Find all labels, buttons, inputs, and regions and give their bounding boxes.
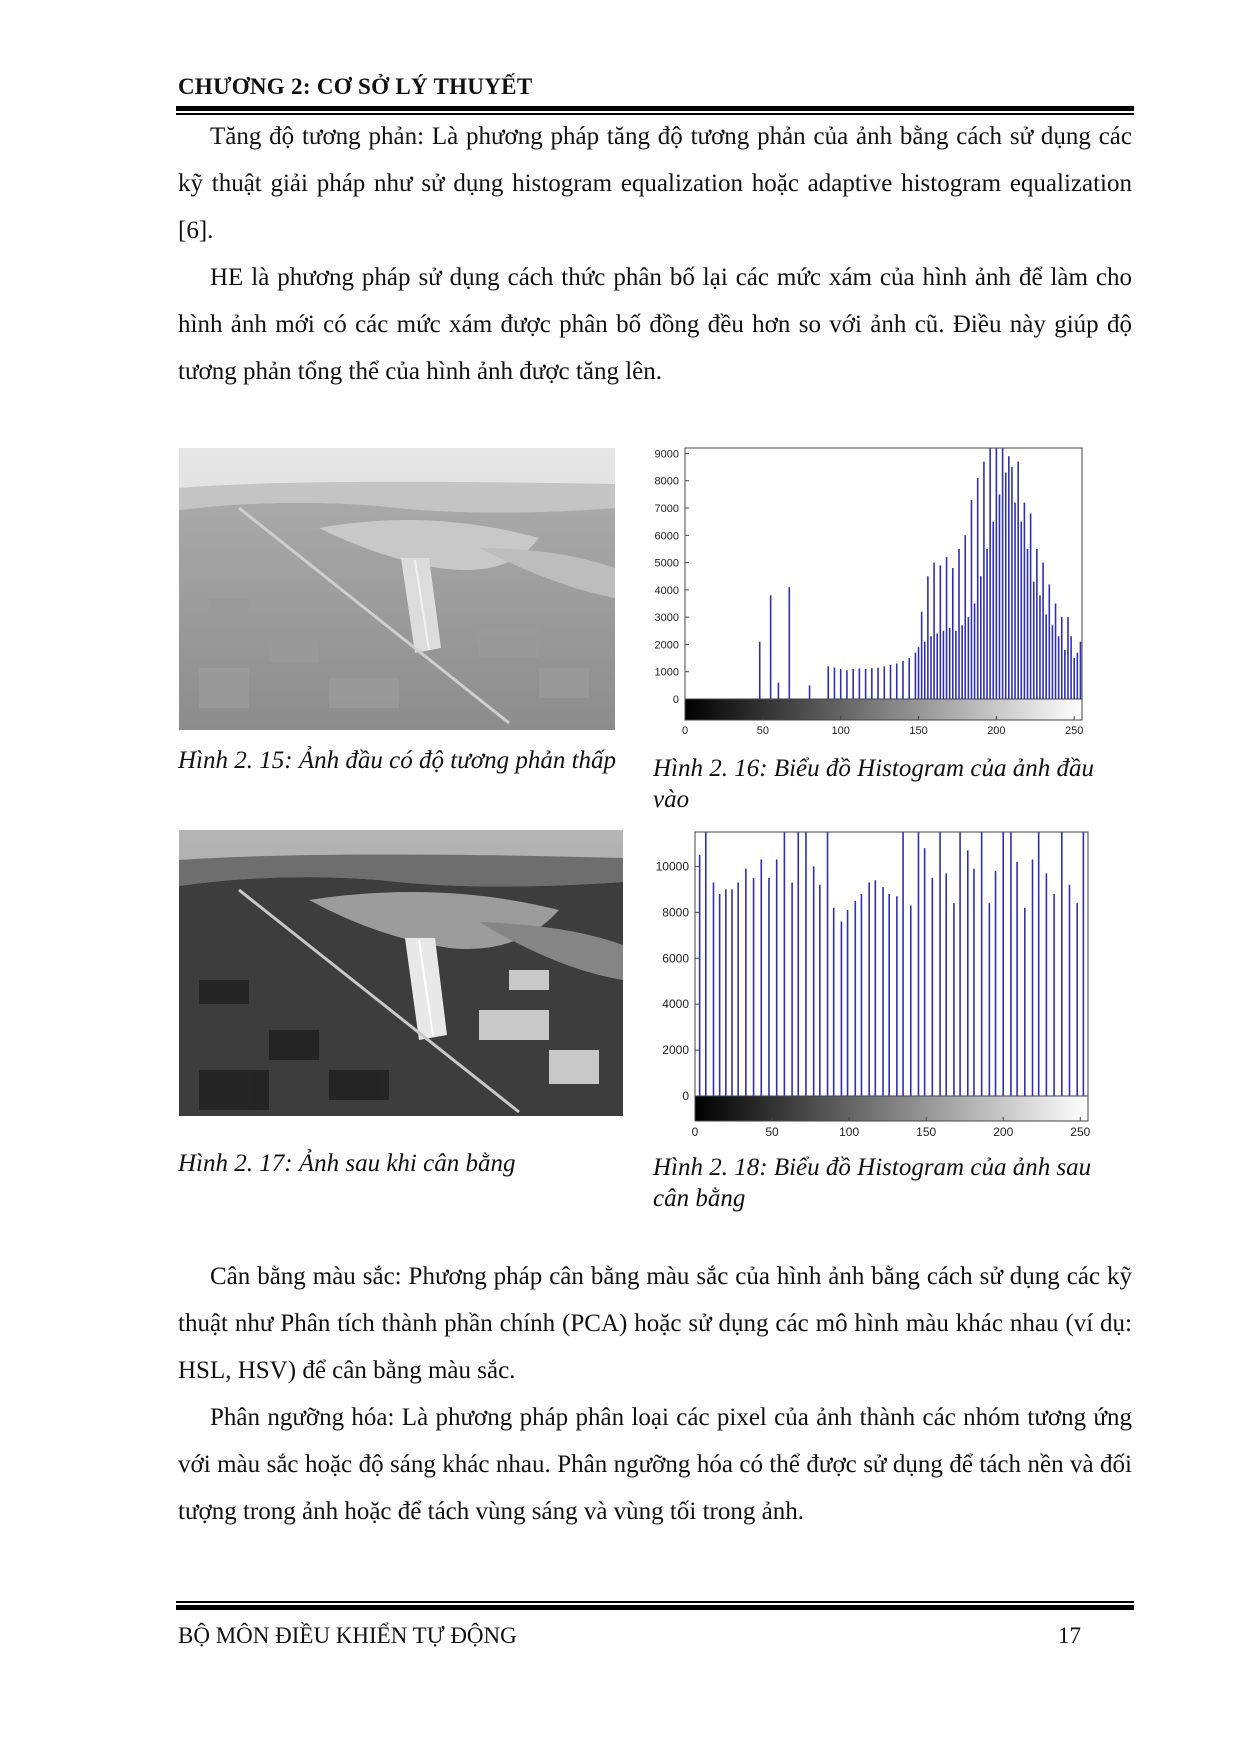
histogram-chart-input	[640, 444, 1090, 744]
aerial-photo-equalized	[179, 830, 623, 1116]
hist-input-x-tick-label: 0	[681, 725, 689, 737]
hist-equalized-y-tick-label: 4000	[662, 997, 689, 1012]
hist-equalized-x-tick-label: 0	[691, 1125, 699, 1139]
paragraph-color-balance: Cân bằng màu sắc: Phương pháp cân bằng màu sắc của hình ảnh bằng cách sử dụng các kỹ thuật như Phân tích thành phần chính (PCA) hoặc sử dụng các mô hình màu khác nhau (ví dụ: HSL, HSV) để cân bằng màu sắc.	[178, 1263, 1132, 1384]
hist-input-x-tick-label: 200	[987, 725, 1006, 737]
chapter-title: CHƯƠNG 2: CƠ SỞ LÝ THUYẾT	[178, 74, 533, 99]
caption-figure-2-17: Hình 2. 17: Ảnh sau khi cân bằng	[178, 1150, 516, 1177]
caption-figure-2-18: Hình 2. 18: Biểu đồ Histogram của ảnh sau cân bằng	[653, 1154, 1092, 1212]
hist-input-x-tick-label: 150	[909, 725, 928, 737]
hist-input-x-tick-label: 100	[831, 725, 850, 737]
hist-input-y-tick-label: 2000	[654, 639, 679, 652]
hist-input-y-tick-label: 7000	[654, 503, 679, 516]
hist-input-grayscale-colorbar	[685, 699, 1082, 720]
hist-equalized-grayscale-colorbar	[695, 1096, 1088, 1121]
caption-figure-2-15: Hình 2. 15: Ảnh đầu có độ tương phản thấp	[178, 747, 617, 774]
hist-equalized-y-tick-label: 10000	[655, 859, 689, 874]
hist-equalized-x-tick-label: 200	[993, 1125, 1014, 1139]
hist-input-y-tick-label: 4000	[654, 584, 679, 597]
caption-figure-2-16: Hình 2. 16: Biểu đồ Histogram của ảnh đầu vào	[653, 755, 1094, 813]
hist-input-y-tick-label: 9000	[654, 448, 679, 461]
hist-equalized-y-tick-label: 0	[682, 1089, 689, 1103]
hist-equalized-x-tick-label: 250	[1070, 1125, 1091, 1139]
hist-input-x-tick-label: 250	[1065, 725, 1084, 737]
hist-input-y-tick-label: 0	[672, 694, 679, 706]
paragraph-contrast-enhancement: Tăng độ tương phản: Là phương pháp tăng độ tương phản của ảnh bằng cách sử dụng các kỹ thuật giải pháp như sử dụng histogram equalization hoặc adaptive histogram equalization [6].	[178, 123, 1132, 244]
aerial-photo-low-contrast	[179, 448, 615, 730]
hist-equalized-x-tick-label: 150	[916, 1125, 937, 1139]
hist-input-y-tick-label: 8000	[654, 475, 679, 488]
hist-equalized-x-tick-label: 100	[839, 1125, 860, 1139]
figure-input-histogram	[640, 444, 1090, 744]
hist-equalized-y-tick-label: 8000	[662, 905, 689, 920]
page-number: 17	[1058, 1623, 1081, 1648]
hist-equalized-x-tick-label: 50	[765, 1125, 779, 1139]
hist-input-y-tick-label: 5000	[654, 557, 679, 570]
hist-input-x-tick-label: 50	[756, 725, 769, 737]
footer-department: BỘ MÔN ĐIỀU KHIỂN TỰ ĐỘNG	[178, 1623, 517, 1648]
figure-equalized-image	[179, 830, 623, 1116]
paragraph-thresholding: Phân ngưỡng hóa: Là phương pháp phân loại các pixel của ảnh thành các nhóm tương ứng với màu sắc hoặc độ sáng khác nhau. Phân ngưỡng hóa có thể được sử dụng để tách nền và đối tượng trong ảnh hoặc để tách vùng sáng và vùng tối trong ảnh.	[178, 1404, 1132, 1525]
footer-rule	[176, 1601, 1134, 1610]
histogram-chart-equalized	[640, 828, 1100, 1146]
hist-input-y-tick-label: 6000	[654, 530, 679, 543]
paragraph-histogram-equalization: HE là phương pháp sử dụng cách thức phân bố lại các mức xám của hình ảnh để làm cho hình ảnh mới có các mức xám được phân bố đồng đều hơn so với ảnh cũ. Điều này giúp độ tương phản tổng thể của hình ảnh được tăng lên.	[178, 264, 1132, 385]
hist-equalized-y-tick-label: 2000	[662, 1043, 689, 1058]
figure-equalized-histogram	[640, 828, 1100, 1146]
hist-input-y-tick-label: 3000	[654, 612, 679, 625]
hist-input-y-tick-label: 1000	[654, 666, 679, 679]
figure-low-contrast-image	[179, 448, 615, 730]
hist-equalized-y-tick-label: 6000	[662, 951, 689, 966]
